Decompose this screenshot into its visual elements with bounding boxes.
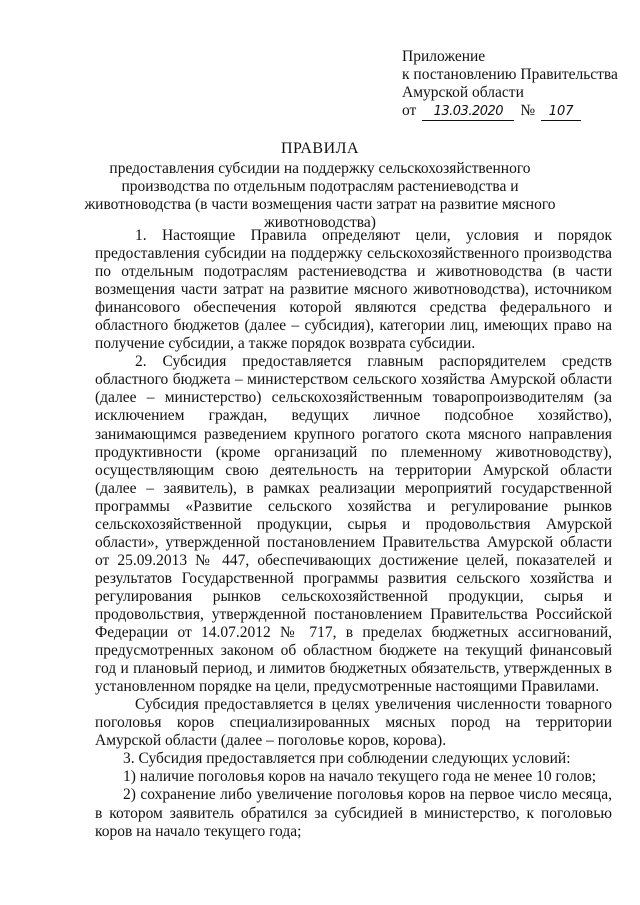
handwritten-number: 107: [541, 104, 581, 121]
appendix-block: [402, 48, 618, 121]
appendix-line-3: Амурской области: [402, 84, 524, 101]
paragraph-3: Субсидия предоставляется в целях увеличения численности товарного поголовья коров специализированных мясных пород на территории Амурской области (далее – поголовье коров, корова).: [95, 696, 612, 750]
paragraph-4: 3. Субсидия предоставляется при соблюдении следующих условий:: [123, 750, 571, 768]
document-body: [95, 227, 612, 841]
appendix-line-1: Приложение: [402, 48, 486, 65]
document-subtitle: предоставления субсидии на поддержку сельскохозяйственного производства по отдельным подотраслям растениеводства и животноводства (в части возмещения части затрат на развитие мясного животноводства): [84, 160, 556, 231]
handwritten-date: 13.03.2020: [422, 104, 514, 121]
from-label: от: [402, 102, 417, 119]
paragraph-2: 2. Субсидия предоставляется главным распорядителем средств областного бюджета – министерством сельского хозяйства Амурской области (далее – министерство) сельскохозяйственным товаропроизводителям (за исключением граждан, ведущих личное подсобное хозяйство), занимающимся разведением крупного рогатого скота мясного направления продуктивности (кроме организаций по племенному животноводству), осуществляющим свою деятельность на территории Амурской области (далее – заявитель), в рамках реализации мероприятий государственной программы «Развитие сельского хозяйства и регулирование рынков сельскохозяйственной продукции, сырья и продовольствия Амурской области», утвержденной постановлением Правительства Амурской области от 25.09.2013 № 447, обеспечивающих достижение целей, показателей и результатов Государственной программы развития сельского хозяйства и регулирования рынков сельскохозяйственной продукции, сырья и продовольствия, утвержденной постановлением Правительства Российской Федерации от 14.07.2012 № 717, в пределах бюджетных ассигнований, предусмотренных законом об областном бюджете на текущий финансовый год и плановый период, и лимитов бюджетных обязательств, утвержденных в установленном порядке на цели, предусмотренные настоящими Правилами.: [95, 353, 612, 696]
paragraph-5: 1) наличие поголовья коров на начало текущего года не менее 10 голов;: [123, 768, 597, 786]
number-label: №: [520, 102, 536, 119]
appendix-line-2: к постановлению Правительства: [402, 66, 618, 83]
document-title: ПРАВИЛА: [280, 140, 360, 157]
appendix-date-line: [402, 102, 618, 121]
paragraph-1: 1. Настоящие Правила определяют цели, условия и порядок предоставления субсидии на поддержку сельскохозяйственного производства по отдельным подотраслям растениеводства и животноводства (в части возмещения части затрат на развитие мясного животноводства), источником финансового обеспечения которой являются средства федерального и областного бюджетов (далее – субсидия), категории лиц, имеющих право на получение субсидии, а также порядок возврата субсидии.: [95, 227, 612, 353]
paragraph-6: 2) сохранение либо увеличение поголовья коров на первое число месяца, в котором заявитель обратился за субсидией в министерство, к поголовью коров на начало текущего года;: [95, 786, 612, 840]
